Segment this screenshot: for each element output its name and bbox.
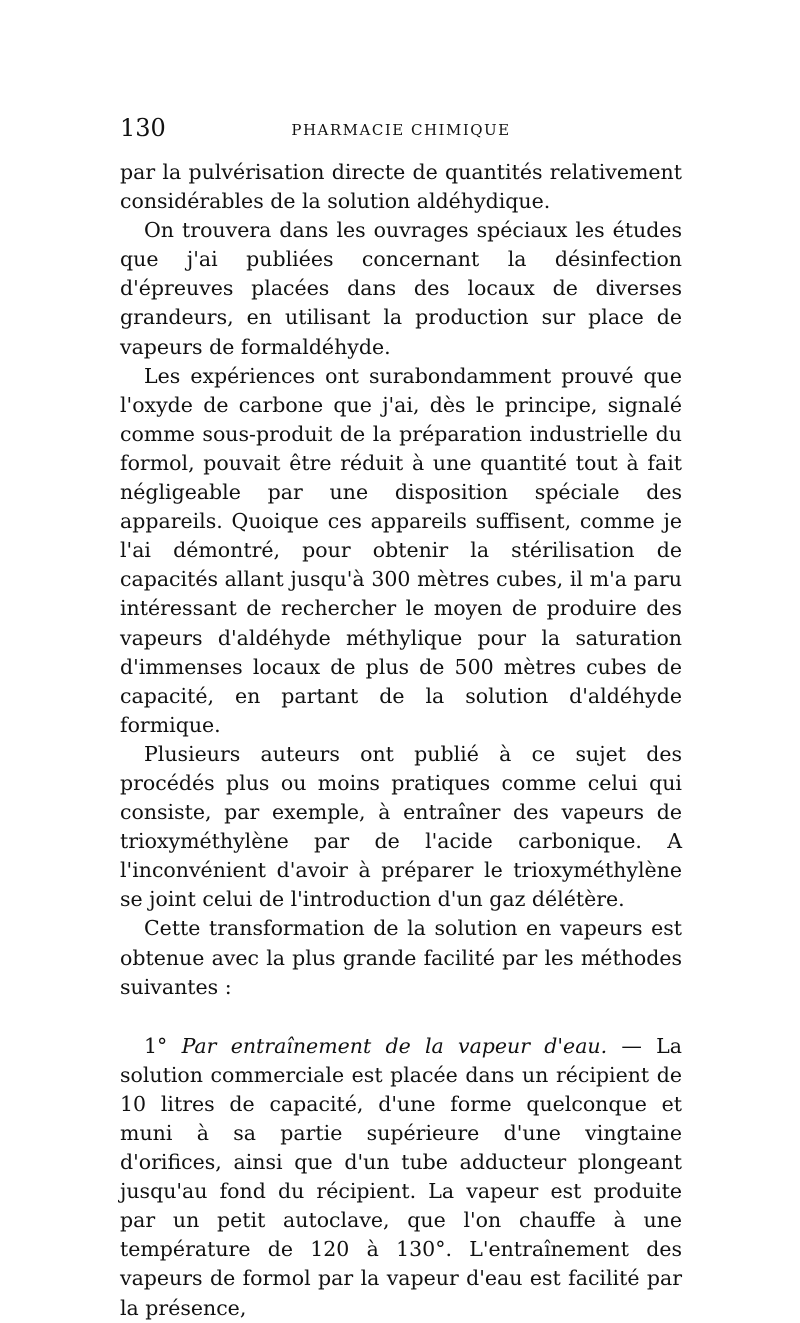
section-number: 1° [144,1033,168,1058]
book-page [120,112,682,1323]
paragraph-4: Plusieurs auteurs ont publié à ce sujet des procédés plus ou moins pratiques comme celui qui consiste, par exemple, à entraîner des vapeurs de trioxyméthylène par de l'acide carbonique. A l'inconvénient d'avoir à préparer le trioxyméthylène se joint celui de l'introduction d'un gaz délétère. [120,741,682,912]
section-text: — La solution commerciale est placée dans un récipient de 10 litres de capacité, d'une forme quelconque et muni à sa partie supérieure d'une vingtaine d'orifices, ainsi que d'un tube adducteur plongeant jusqu'au fond du récipient. La vapeur est produite par un petit autoclave, que l'on chauffe à une température de 120 à 130°. L'entraînement des vapeurs de formol par la vapeur d'eau est facilité par la présence, [120,1033,682,1320]
page-number: 130 [120,114,166,142]
section-title: Par entraînement de la vapeur d'eau. [181,1033,608,1058]
section-paragraph [120,1032,682,1323]
paragraph-2: On trouvera dans les ouvrages spéciaux les études que j'ai publiées concernant la désinfection d'épreuves placées dans des locaux de diverses grandeurs, en utilisant la production sur place de vapeurs de formaldéhyde. [120,218,682,359]
page-header [120,112,682,146]
paragraph-5: Cette transformation de la solution en vapeurs est obtenue avec la plus grande facilité par les méthodes suivantes : [120,916,682,999]
running-head: PHARMACIE CHIMIQUE [291,121,511,139]
section-spacer [120,1002,682,1032]
paragraph-3: Les expériences ont surabondamment prouvé que l'oxyde de carbone que j'ai, dès le principe, signalé comme sous-produit de la préparation industrielle du formol, pouvait être réduit à une quantité tout à fait négligeable par une disposition spéciale des appareils. Quoique ces appareils suffisent, comme je l'ai démontré, pour obtenir la stérilisation de capacités allant jusqu'à 300 mètres cubes, il m'a paru intéressant de rechercher le moyen de produire des vapeurs d'aldéhyde méthylique pour la saturation d'immenses locaux de plus de 500 mètres cubes de capacité, en partant de la solution d'aldéhyde formique. [120,363,682,737]
paragraph-1: par la pulvérisation directe de quantités relativement considérables de la solution aldéhydique. [120,160,682,214]
